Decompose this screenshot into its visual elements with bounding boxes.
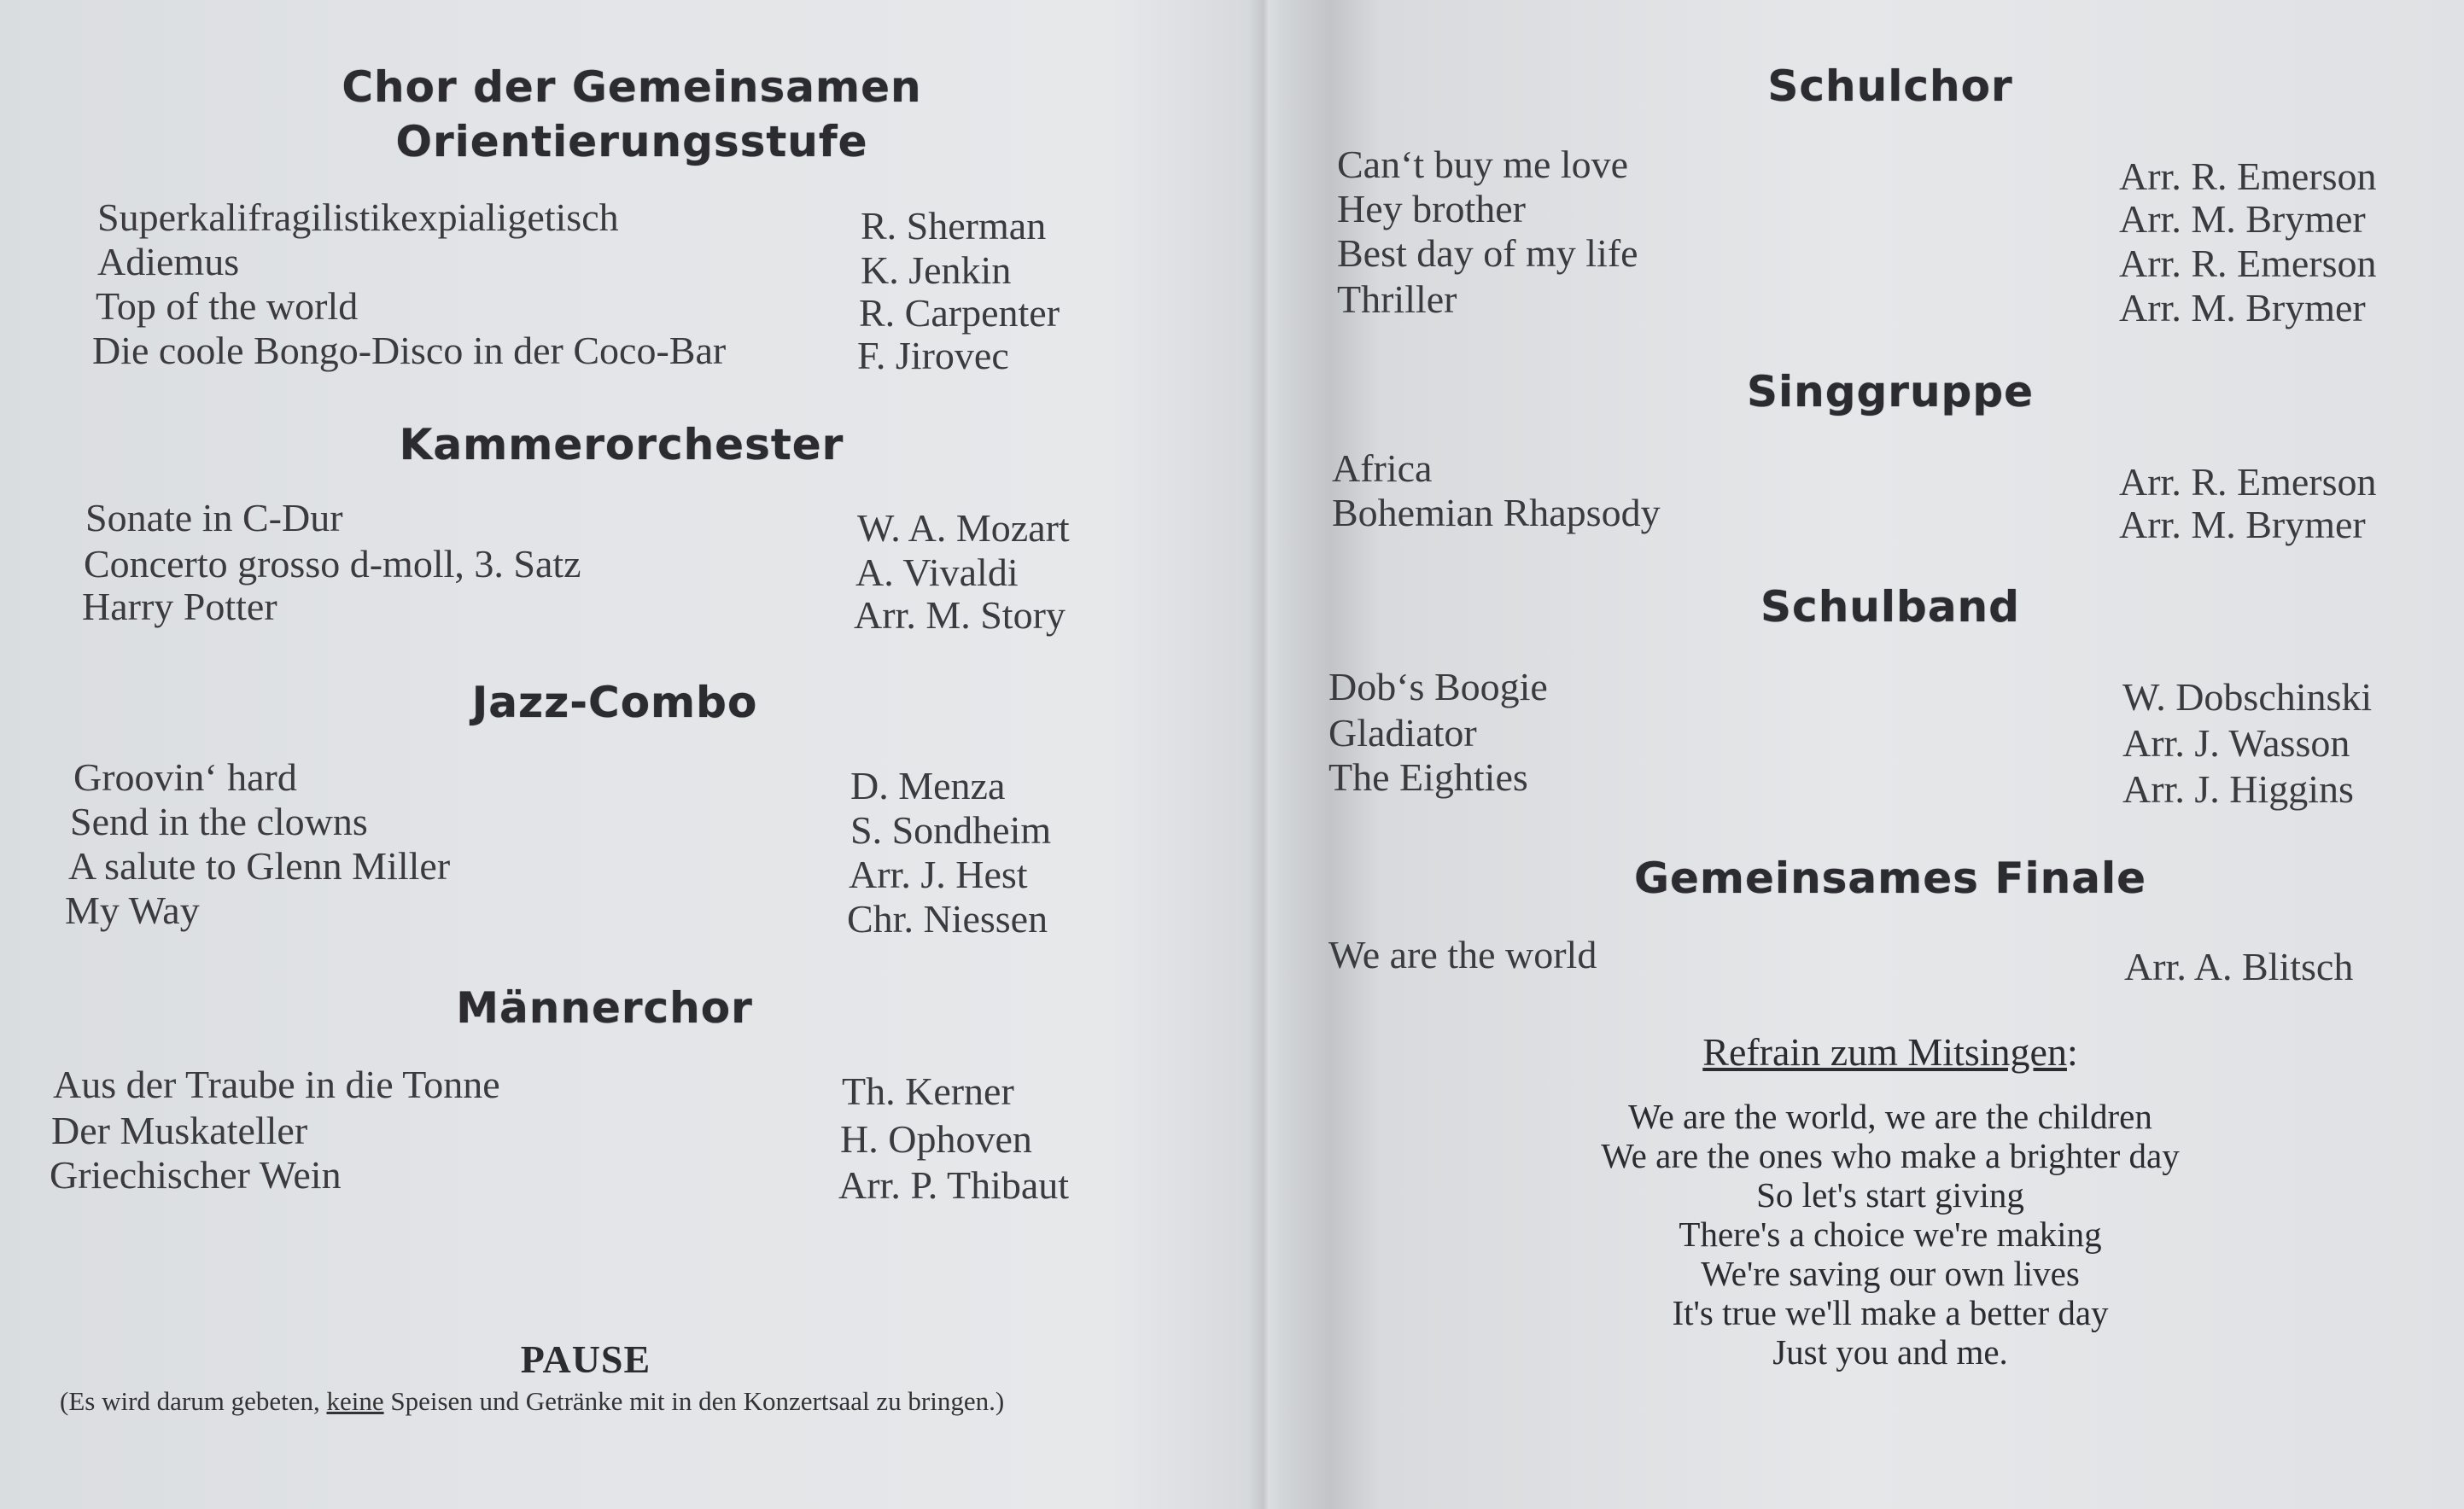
piece-composer: S. Sondheim bbox=[850, 808, 1052, 852]
piece-title: Die coole Bongo-Disco in der Coco-Bar bbox=[92, 329, 727, 372]
piece-composer: Arr. M. Brymer bbox=[2119, 286, 2366, 329]
piece-title: Hey brother bbox=[1337, 187, 1526, 230]
piece-title: Can‘t buy me love bbox=[1337, 143, 1629, 186]
piece-title: Groovin‘ hard bbox=[73, 755, 297, 799]
piece-title: A salute to Glenn Miller bbox=[68, 844, 451, 888]
piece-title: The Eighties bbox=[1328, 755, 1528, 799]
section-heading-schulchor: Schulchor bbox=[1767, 61, 2013, 111]
piece-composer: Arr. J. Wasson bbox=[2122, 721, 2350, 765]
refrain-heading-text: Refrain zum Mitsingen bbox=[1702, 1030, 2067, 1074]
piece-composer: R. Carpenter bbox=[859, 291, 1060, 335]
piece-title: Africa bbox=[1332, 446, 1433, 490]
piece-composer: Arr. M. Story bbox=[854, 593, 1066, 637]
piece-title: Superkalifragilistikexpialigetisch bbox=[97, 195, 619, 239]
piece-composer: Arr. R. Emerson bbox=[2119, 154, 2377, 198]
pause-note-end: Speisen und Getränke mit in den Konzertsaal zu bringen.) bbox=[383, 1386, 1005, 1416]
refrain-line: It's true we'll make a better day bbox=[1672, 1293, 2109, 1332]
piece-composer: W. A. Mozart bbox=[857, 506, 1070, 550]
refrain-heading-colon: : bbox=[2066, 1030, 2078, 1074]
piece-title: Send in the clowns bbox=[70, 800, 368, 843]
piece-composer: F. Jirovec bbox=[857, 334, 1009, 377]
piece-composer: Arr. R. Emerson bbox=[2119, 242, 2377, 285]
piece-composer: H. Ophoven bbox=[840, 1117, 1032, 1161]
piece-composer: R. Sherman bbox=[861, 204, 1047, 248]
piece-composer: Arr. J. Hest bbox=[849, 853, 1028, 896]
right-page bbox=[1264, 0, 2464, 1509]
refrain-line: There's a choice we're making bbox=[1679, 1215, 2102, 1254]
chor-heading-line-1: Chor der Gemeinsamen bbox=[342, 62, 922, 112]
section-heading-singgruppe: Singgruppe bbox=[1746, 367, 2035, 417]
pause-note-emphasis: keine bbox=[326, 1386, 384, 1416]
refrain-line: We are the world, we are the children bbox=[1628, 1097, 2152, 1136]
piece-title: Bohemian Rhapsody bbox=[1332, 491, 1661, 534]
piece-title: Sonate in C-Dur bbox=[85, 496, 343, 539]
piece-title: Dob‘s Boogie bbox=[1328, 665, 1548, 708]
piece-title: We are the world bbox=[1328, 933, 1597, 976]
piece-title: Aus der Traube in die Tonne bbox=[53, 1063, 500, 1106]
refrain-line: Just you and me. bbox=[1772, 1332, 2008, 1372]
section-heading-finale: Gemeinsames Finale bbox=[1633, 854, 2147, 903]
piece-title: Thriller bbox=[1337, 277, 1457, 321]
piece-composer: Chr. Niessen bbox=[847, 897, 1048, 941]
piece-composer: W. Dobschinski bbox=[2122, 675, 2373, 719]
piece-title: Top of the world bbox=[96, 284, 359, 328]
pause-note bbox=[60, 1386, 1004, 1417]
piece-composer: K. Jenkin bbox=[861, 248, 1012, 292]
piece-title: My Way bbox=[65, 889, 200, 932]
piece-composer: Arr. P. Thibaut bbox=[838, 1163, 1070, 1207]
piece-composer: D. Menza bbox=[850, 764, 1006, 807]
piece-composer: Arr. R. Emerson bbox=[2119, 460, 2377, 504]
refrain-line: So let's start giving bbox=[1756, 1175, 2024, 1215]
piece-composer: Arr. M. Brymer bbox=[2119, 503, 2366, 546]
piece-composer: Th. Kerner bbox=[842, 1069, 1014, 1113]
piece-title: Concerto grosso d-moll, 3. Satz bbox=[84, 542, 581, 586]
piece-composer: Arr. A. Blitsch bbox=[2124, 945, 2354, 988]
section-heading-maennerchor: Männerchor bbox=[456, 983, 753, 1033]
piece-title: Best day of my life bbox=[1337, 231, 1638, 275]
section-heading-kammerorchester: Kammerorchester bbox=[399, 420, 844, 469]
piece-composer: A. Vivaldi bbox=[855, 551, 1019, 594]
piece-title: Der Muskateller bbox=[51, 1109, 308, 1152]
piece-composer: Arr. M. Brymer bbox=[2119, 197, 2366, 241]
piece-title: Adiemus bbox=[97, 240, 240, 283]
section-heading-schulband: Schulband bbox=[1760, 582, 2020, 632]
refrain-heading bbox=[1702, 1029, 2077, 1075]
section-heading-chor bbox=[342, 60, 921, 169]
pause-label: PAUSE bbox=[520, 1337, 651, 1381]
chor-heading-line-2: Orientierungsstufe bbox=[395, 117, 868, 166]
piece-title: Gladiator bbox=[1328, 711, 1477, 754]
section-heading-jazz-combo: Jazz-Combo bbox=[471, 678, 758, 727]
refrain-line: We're saving our own lives bbox=[1701, 1254, 2080, 1293]
piece-composer: Arr. J. Higgins bbox=[2122, 767, 2354, 811]
piece-title: Harry Potter bbox=[82, 585, 277, 628]
pause-note-start: (Es wird darum gebeten, bbox=[60, 1386, 327, 1416]
refrain-line: We are the ones who make a brighter day bbox=[1601, 1136, 2180, 1175]
piece-title: Griechischer Wein bbox=[50, 1153, 342, 1197]
